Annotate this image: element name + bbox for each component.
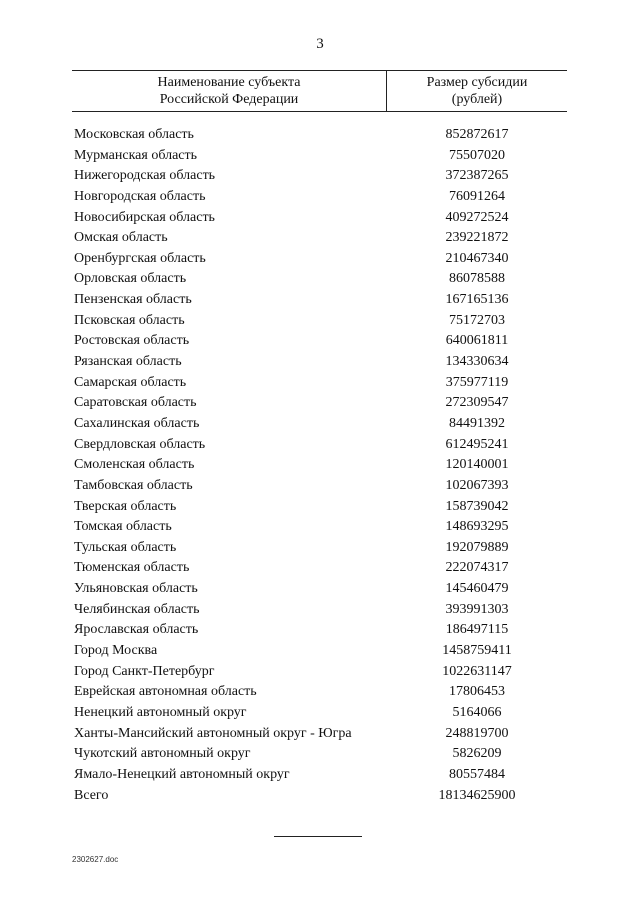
subsidy-amount: 75172703 <box>449 312 505 328</box>
table-body <box>72 125 567 806</box>
region-name: Новгородская область <box>74 188 206 204</box>
table-row <box>72 538 567 559</box>
region-name: Тамбовская область <box>74 477 193 493</box>
subsidy-amount: 134330634 <box>445 354 509 370</box>
table-row <box>72 331 567 352</box>
subsidy-amount: 76091264 <box>449 188 505 204</box>
table-row <box>72 146 567 167</box>
region-name: Омская область <box>74 230 168 246</box>
region-name: Псковская область <box>74 312 185 328</box>
region-name: Ростовская область <box>74 333 190 349</box>
region-name: Новосибирская область <box>74 209 215 225</box>
subsidy-amount: 239221872 <box>445 230 509 246</box>
table-row <box>72 682 567 703</box>
region-name: Ульяновская область <box>74 581 198 597</box>
table-row <box>72 765 567 786</box>
table-row <box>72 703 567 724</box>
subsidy-amount: 210467340 <box>445 250 509 266</box>
region-name: Оренбургская область <box>74 250 206 266</box>
subsidy-amount: 17806453 <box>449 684 505 700</box>
subsidy-header-line-2: (рублей) <box>451 92 503 107</box>
region-column-header <box>72 71 387 111</box>
page-number: 3 <box>316 36 324 52</box>
region-name: Самарская область <box>74 374 187 390</box>
table-row <box>72 208 567 229</box>
subsidy-amount: 102067393 <box>445 477 509 493</box>
region-name: Ярославская область <box>74 622 199 638</box>
table-row <box>72 641 567 662</box>
table-row <box>72 249 567 270</box>
table-row <box>72 724 567 745</box>
table-row <box>72 166 567 187</box>
region-name: Ямало-Ненецкий автономный округ <box>74 766 290 782</box>
region-name: Чукотский автономный округ <box>74 746 251 762</box>
table-row <box>72 455 567 476</box>
region-name: Ханты-Мансийский автономный округ - Югра <box>74 725 352 741</box>
table-row <box>72 600 567 621</box>
table-row <box>72 744 567 765</box>
table-row <box>72 290 567 311</box>
subsidy-amount: 75507020 <box>449 147 505 163</box>
subsidy-amount: 145460479 <box>445 581 509 597</box>
region-name: Всего <box>74 787 109 803</box>
region-name: Тверская область <box>74 498 177 514</box>
subsidy-column-header <box>387 71 567 111</box>
region-name: Мурманская область <box>74 147 198 163</box>
subsidy-amount: 222074317 <box>445 560 509 576</box>
table-row <box>72 620 567 641</box>
table-row <box>72 228 567 249</box>
region-name: Сахалинская область <box>74 415 200 431</box>
subsidy-amount: 18134625900 <box>438 787 516 803</box>
subsidy-amount: 167165136 <box>445 292 509 308</box>
subsidy-amount: 852872617 <box>445 127 509 142</box>
subsidy-amount: 84491392 <box>449 415 505 431</box>
subsidy-amount: 5164066 <box>452 704 502 720</box>
region-name: Еврейская автономная область <box>74 684 257 700</box>
subsidy-amount: 612495241 <box>445 436 509 452</box>
table-row <box>72 662 567 683</box>
region-name: Саратовская область <box>74 395 197 411</box>
table-row <box>72 558 567 579</box>
subsidy-header-line-1: Размер субсидии <box>426 75 528 90</box>
region-name: Смоленская область <box>74 457 195 473</box>
table-row <box>72 579 567 600</box>
region-name: Московская область <box>74 127 194 142</box>
region-name: Ненецкий автономный округ <box>74 704 247 720</box>
table-row <box>72 517 567 538</box>
subsidy-amount: 272309547 <box>445 395 509 411</box>
table-row <box>72 435 567 456</box>
table-row <box>72 352 567 373</box>
subsidy-amount: 393991303 <box>445 601 509 617</box>
subsidy-amount: 158739042 <box>445 498 509 514</box>
region-name: Город Санкт-Петербург <box>74 663 215 679</box>
subsidy-amount: 409272524 <box>445 209 509 225</box>
subsidy-amount: 375977119 <box>445 374 509 390</box>
region-name: Рязанская область <box>74 354 182 370</box>
document-id: 2302627.doc <box>72 855 119 864</box>
table-row <box>72 125 567 146</box>
region-name: Челябинская область <box>74 601 200 617</box>
table-row <box>72 393 567 414</box>
table-row <box>72 269 567 290</box>
end-divider <box>274 836 362 837</box>
subsidy-amount: 86078588 <box>449 271 505 287</box>
subsidy-amount: 186497115 <box>445 622 509 638</box>
region-name: Тюменская область <box>74 560 190 576</box>
table-header <box>72 70 567 112</box>
region-header-line-2: Российской Федерации <box>159 92 299 107</box>
subsidy-amount: 5826209 <box>452 746 502 762</box>
table-row <box>72 786 567 807</box>
region-name: Пензенская область <box>74 292 192 308</box>
region-name: Свердловская область <box>74 436 206 452</box>
table-row <box>72 187 567 208</box>
region-header-line-1: Наименование субъекта <box>157 75 301 90</box>
table-row <box>72 311 567 332</box>
region-name: Орловская область <box>74 271 187 287</box>
subsidy-amount: 1022631147 <box>442 663 512 679</box>
region-name: Тульская область <box>74 539 177 555</box>
subsidy-amount: 192079889 <box>445 539 509 555</box>
table-row <box>72 373 567 394</box>
subsidy-amount: 80557484 <box>449 766 505 782</box>
table-row <box>72 497 567 518</box>
subsidy-amount: 1458759411 <box>442 643 512 659</box>
region-name: Томская область <box>74 519 172 535</box>
subsidy-amount: 640061811 <box>445 333 509 349</box>
subsidy-amount: 120140001 <box>445 457 509 473</box>
subsidy-amount: 148693295 <box>445 519 509 535</box>
table-row <box>72 476 567 497</box>
table-row <box>72 414 567 435</box>
subsidy-amount: 372387265 <box>445 168 509 184</box>
subsidy-amount: 248819700 <box>445 725 509 741</box>
region-name: Нижегородская область <box>74 168 216 184</box>
region-name: Город Москва <box>74 643 158 659</box>
